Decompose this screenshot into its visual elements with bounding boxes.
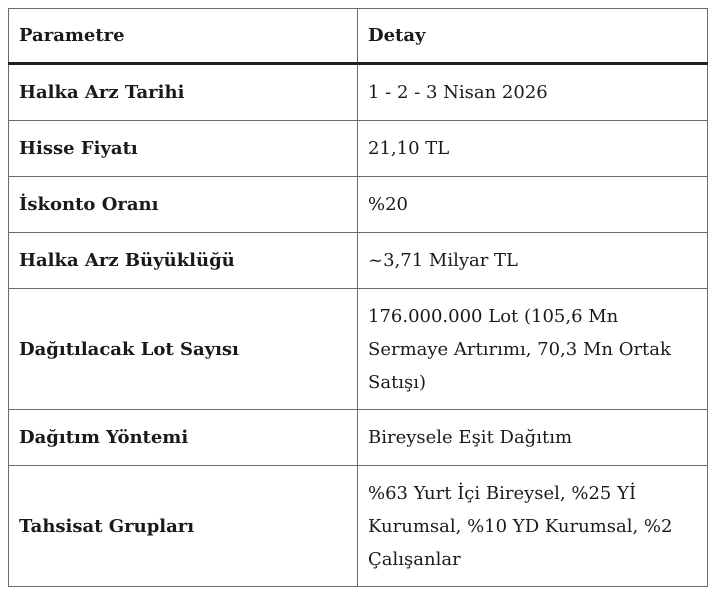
detail-cell: %63 Yurt İçi Bireysel, %25 Yİ Kurumsal, %10 YD Kurumsal, %2 Çalışanlar <box>358 466 708 587</box>
parameter-cell: Tahsisat Grupları <box>9 466 358 587</box>
parameter-cell: Hisse Fiyatı <box>9 121 358 177</box>
ipo-details-table <box>8 8 708 587</box>
detail-cell: ~3,71 Milyar TL <box>358 233 708 289</box>
detail-cell: Bireysele Eşit Dağıtım <box>358 410 708 466</box>
parameter-cell: Dağıtım Yöntemi <box>9 410 358 466</box>
parameter-cell: Halka Arz Tarihi <box>9 64 358 121</box>
detail-cell: 1 - 2 - 3 Nisan 2026 <box>358 64 708 121</box>
table-row <box>9 177 708 233</box>
table-row <box>9 289 708 410</box>
detail-cell: %20 <box>358 177 708 233</box>
column-header-parameter: Parametre <box>9 9 358 64</box>
column-header-detail: Detay <box>358 9 708 64</box>
table-header-row <box>9 9 708 64</box>
detail-cell: 21,10 TL <box>358 121 708 177</box>
table-row <box>9 233 708 289</box>
parameter-cell: Dağıtılacak Lot Sayısı <box>9 289 358 410</box>
table-row <box>9 121 708 177</box>
table-row <box>9 466 708 587</box>
detail-cell: 176.000.000 Lot (105,6 Mn Sermaye Artırımı, 70,3 Mn Ortak Satışı) <box>358 289 708 410</box>
table-row <box>9 410 708 466</box>
parameter-cell: Halka Arz Büyüklüğü <box>9 233 358 289</box>
parameter-cell: İskonto Oranı <box>9 177 358 233</box>
table-row <box>9 64 708 121</box>
